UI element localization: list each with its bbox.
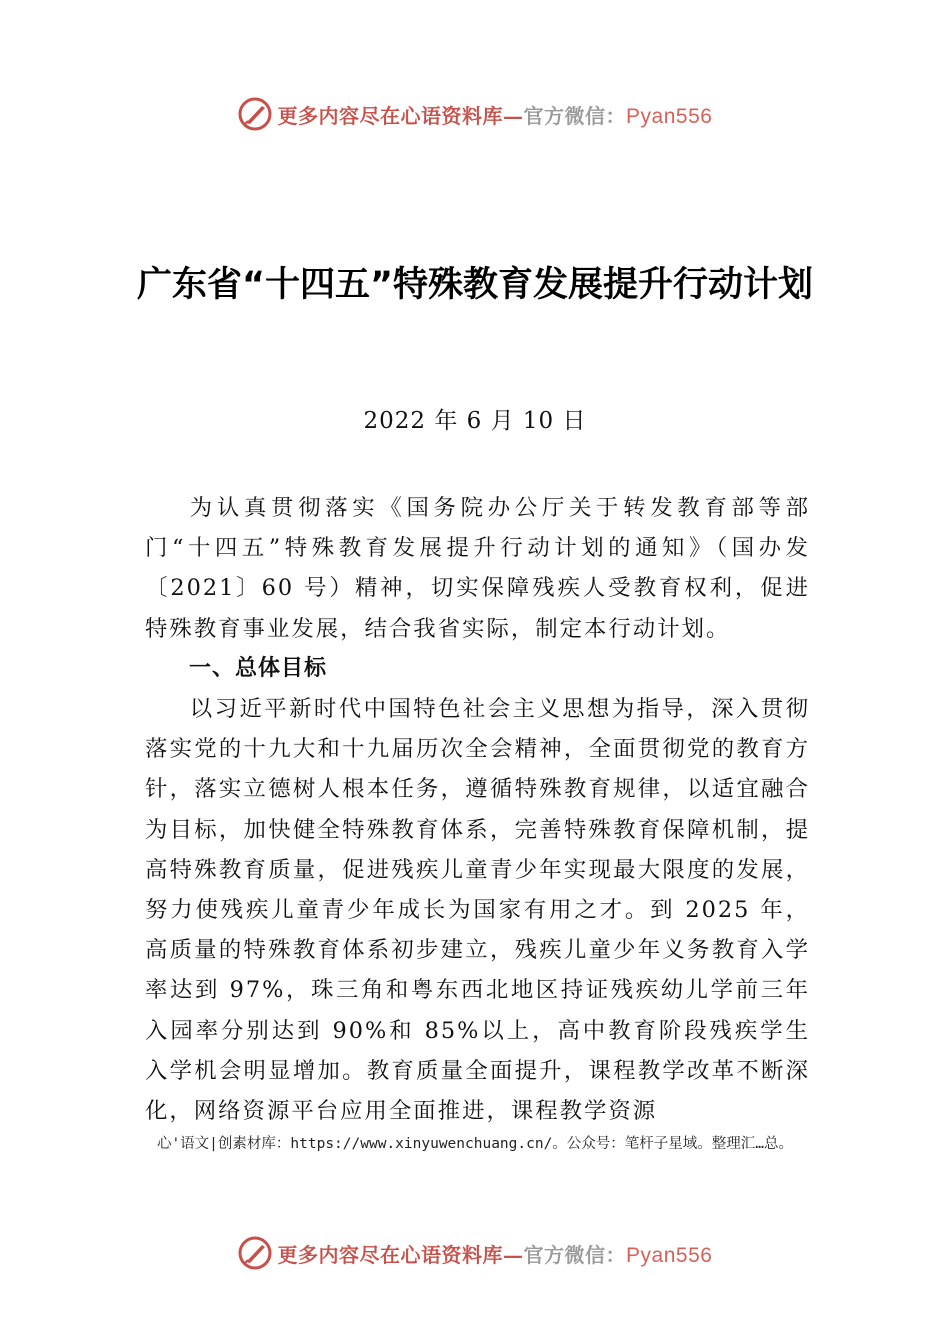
quill-logo-icon xyxy=(238,1236,272,1270)
banner-main: 更多内容尽在心语资料库— xyxy=(277,103,524,128)
banner-text xyxy=(278,100,713,129)
intro-paragraph: 为认真贯彻落实《国务院办公厅关于转发教育部等部门“十四五”特殊教育发展提升行动计划的通知》（国办发〔2021〕60 号）精神，切实保障残疾人受教育权利，促进特殊教育事业发展，结合我省实际，制定本行动计划。 xyxy=(145,495,810,642)
header-banner xyxy=(0,94,950,134)
document-body xyxy=(145,488,810,1131)
banner-wechat-label: 官方微信： xyxy=(523,103,627,128)
section-heading: 一、总体目标 xyxy=(189,655,328,681)
banner-main: 更多内容尽在心语资料库— xyxy=(277,1242,524,1267)
banner-wechat-id: Pyan556 xyxy=(626,1243,713,1267)
banner-text xyxy=(278,1239,713,1268)
source-note: 心'语文|创素材库：https://www.xinyuwenchuang.cn/。公众号：笔杆子星域。整理汇…总。 xyxy=(156,1136,794,1152)
banner-wechat-label: 官方微信： xyxy=(523,1242,627,1267)
quill-logo-icon xyxy=(238,97,272,131)
banner-wechat-id: Pyan556 xyxy=(626,104,713,128)
document-date: 2022 年 6 月 10 日 xyxy=(363,408,587,434)
goal-paragraph: 以习近平新时代中国特色社会主义思想为指导，深入贯彻落实党的十九大和十九届历次全会精神，全面贯彻党的教育方针，落实立德树人根本任务，遵循特殊教育规律，以适宜融合为目标，加快健全特殊教育体系，完善特殊教育保障机制，提高特殊教育质量，促进残疾儿童青少年实现最大限度的发展，努力使残疾儿童青少年成长为国家有用之才。到 2025 年，高质量的特殊教育体系初步建立，残疾儿童少年义务教育入学率达到 97%，珠三角和粤东西北地区持证残疾幼儿学前三年入园率分别达到 90%和 85%以上，高中教育阶段残疾学生入学机会明显增加。教育质量全面提升，课程教学改革不断深化，网络资源平台应用全面推进，课程教学资源 xyxy=(145,696,810,1125)
footer-banner xyxy=(0,1233,950,1273)
document-title: 广东省“十四五”特殊教育发展提升行动计划 xyxy=(136,265,813,305)
